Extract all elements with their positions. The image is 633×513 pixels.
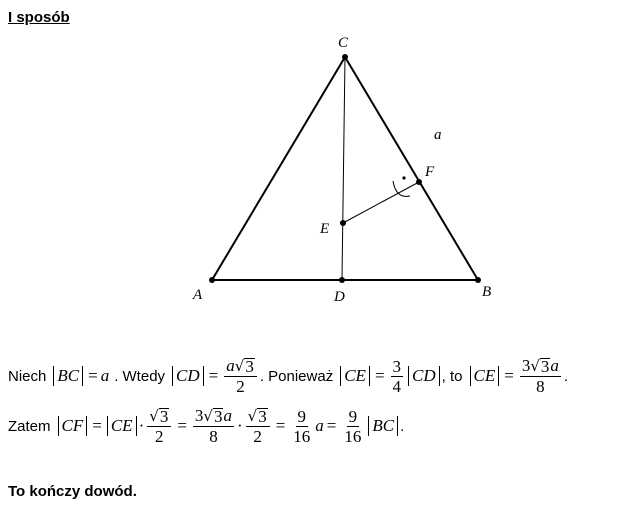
point-c [342, 54, 348, 60]
equals-7: = [275, 416, 286, 435]
text-period-1: . [563, 367, 569, 385]
fraction-a-sqrt3-over-2: a √ 3 2 [224, 356, 257, 396]
fraction-9-over-16-b: $\frac{9}{16}$ [344, 406, 362, 446]
abs-ce: CE [340, 366, 370, 386]
abs-bc: BC [53, 366, 83, 386]
label-f: F [425, 164, 435, 180]
point-a [209, 277, 215, 283]
var-a-2: a [315, 416, 324, 435]
equals-4: = [504, 366, 514, 385]
point-f [416, 179, 422, 185]
label-d: D [334, 289, 345, 305]
abs-cd-2: CD [408, 366, 440, 386]
equals-1: = [88, 366, 98, 385]
equals-2: = [208, 366, 219, 385]
text-zatem: Zatem [8, 417, 51, 435]
equals-8: = [326, 416, 337, 435]
equation-line-2 [8, 406, 404, 446]
fraction-3-over-4: $\frac{3}{4}$ [392, 356, 402, 396]
label-a: A [193, 287, 203, 303]
segment-ef [343, 182, 419, 223]
var-a: a [100, 366, 110, 385]
text-wtedy: . Wtedy [114, 367, 166, 385]
equation-line-1 [8, 356, 568, 396]
text-to: , to [441, 367, 463, 385]
abs-bc-2: BC [368, 416, 398, 436]
fraction-3sqrt3a-over-8: 3 √ 3 a 8 [521, 356, 559, 396]
point-b [475, 277, 481, 283]
point-e [340, 220, 346, 226]
section-heading: I sposób [8, 9, 70, 26]
text-niech: Niech [8, 367, 47, 385]
side-bc [345, 57, 478, 280]
fraction-sqrt3-over-2-a: √ 3 2 [147, 407, 171, 446]
label-side-a: a [434, 127, 442, 143]
dot-1: · [138, 416, 145, 435]
abs-cd: CD [172, 366, 204, 386]
fraction-sqrt3-over-2-b: √ 3 2 [246, 407, 270, 446]
dot-2: · [236, 416, 243, 435]
point-d [339, 277, 345, 283]
text-poniewaz: . Ponieważ [259, 367, 334, 385]
equals-3: = [374, 366, 385, 385]
side-ac [212, 57, 345, 280]
label-e: E [320, 221, 330, 237]
label-c: C [338, 35, 349, 51]
abs-cf: CF [58, 416, 88, 436]
abs-ce-2: CE [470, 366, 500, 386]
median-cd [342, 57, 345, 280]
label-b: B [482, 284, 492, 300]
equals-5: = [92, 416, 102, 435]
text-period-2: . [400, 417, 405, 435]
fraction-9-over-16-a: $\frac{9}{16}$ [293, 406, 311, 446]
right-angle-dot [402, 176, 405, 179]
equals-6: = [177, 416, 187, 435]
fraction-3sqrt3a-over-8-b: 3 √ 3 a 8 [194, 406, 232, 446]
abs-ce-3: CE [107, 416, 137, 436]
conclusion-text: To kończy dowód. [8, 483, 137, 500]
